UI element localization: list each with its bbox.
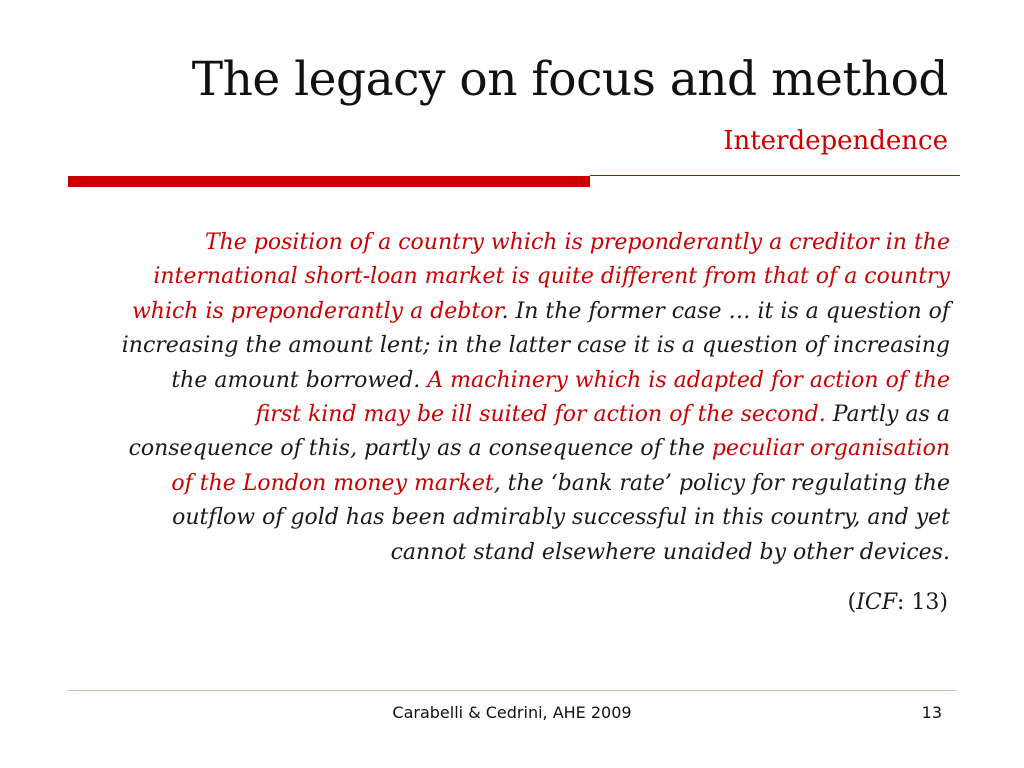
quote-segment: The position of a country which is preponderantly a creditor in the international short-loan market is quite different from that of a country which is preponderantly a debtor bbox=[131, 230, 950, 324]
quote-segment: Partly as a consequence of this, partly as a consequence of the bbox=[128, 402, 950, 462]
citation-source: ICF bbox=[856, 590, 898, 615]
slide-subtitle: Interdependence bbox=[723, 126, 948, 156]
quote-segment: peculiar organisation of the London money market bbox=[171, 436, 950, 496]
slide-title: The legacy on focus and method bbox=[191, 52, 948, 107]
quote-segment: , the ‘bank rate’ policy for regulating the outflow of gold has been admirably successful in this country, and yet cannot stand elsewhere unaided by other devices. bbox=[172, 470, 950, 565]
header-accent-bar bbox=[68, 176, 590, 187]
footer-text: Carabelli & Cedrini, AHE 2009 bbox=[392, 703, 632, 722]
footer-rule bbox=[68, 690, 956, 691]
quote-segment: A machinery which is adapted for action of the first kind may be ill suited for action of the second. bbox=[255, 367, 950, 428]
citation-rest: : 13) bbox=[897, 590, 948, 615]
page-number: 13 bbox=[921, 703, 942, 722]
citation bbox=[848, 590, 948, 615]
header-rule bbox=[590, 175, 960, 176]
quote-block bbox=[120, 226, 950, 570]
citation-open: ( bbox=[847, 590, 857, 615]
quote-segment: . In the former case … it is a question of increasing the amount lent; in the latter case it is a question of increasing the amount borrowed. bbox=[121, 298, 950, 393]
